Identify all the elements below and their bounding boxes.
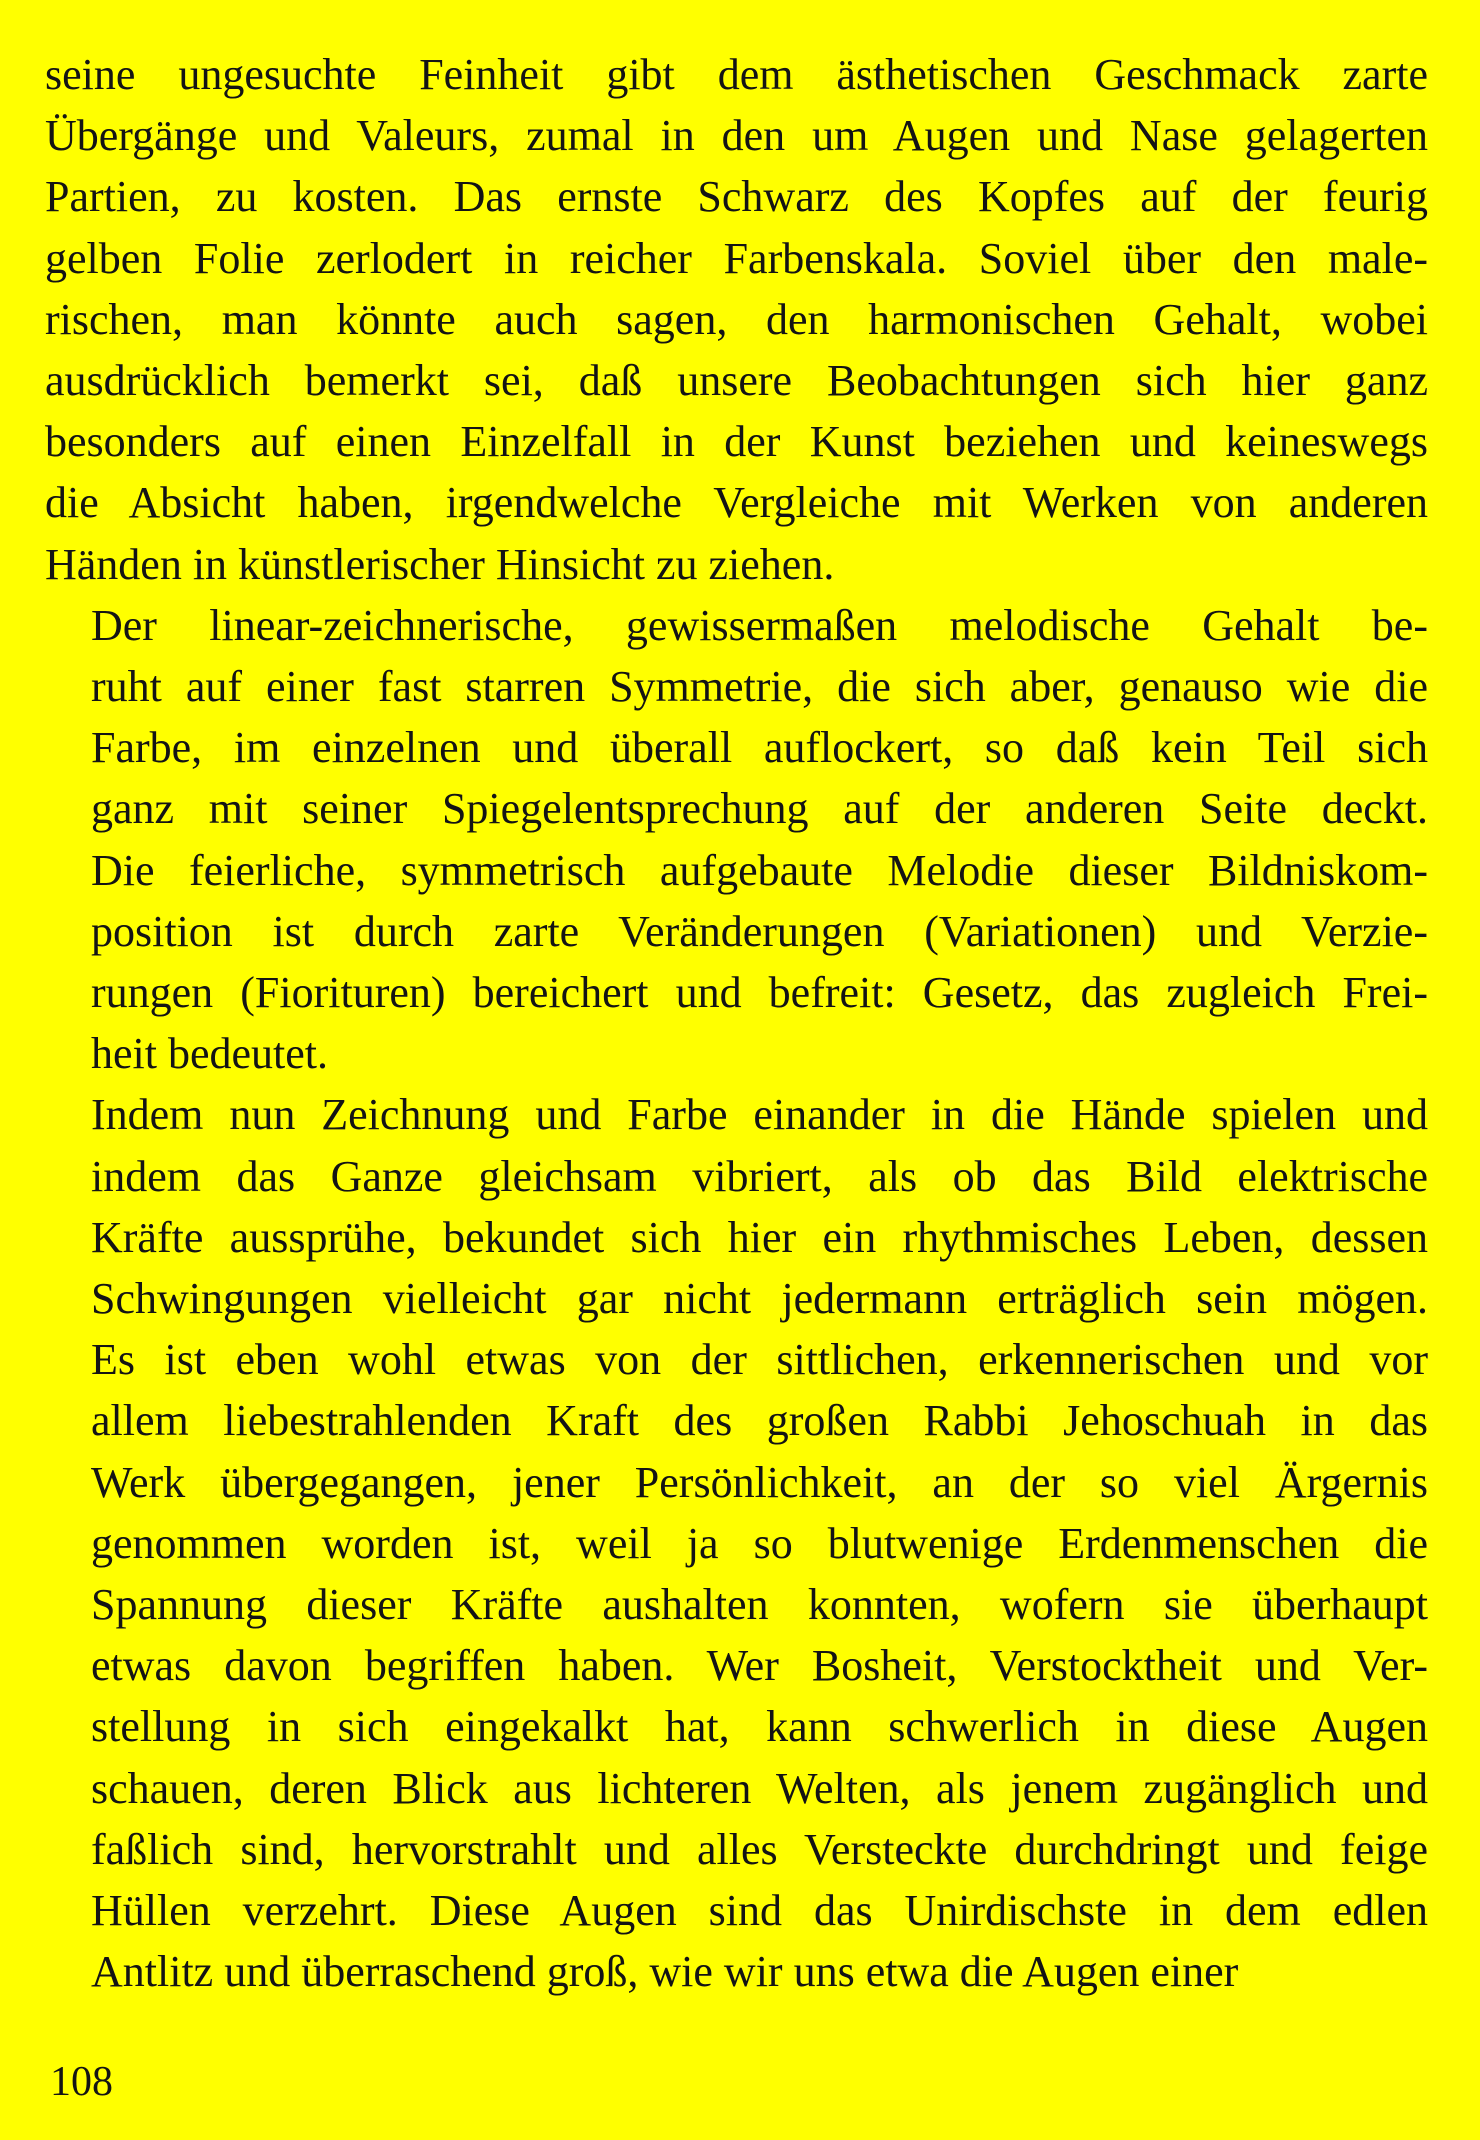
text-line: allem liebestrahlenden Kraft des großen Rabbi Jehoschuah in das [91,1396,1428,1446]
text-line: Der linear-zeichnerische, gewissermaßen melodische Gehalt be- [91,600,1428,650]
text-line: indem das Ganze gleichsam vibriert, als ob das Bild elektrische [91,1151,1428,1201]
text-line: besonders auf einen Einzelfall in der Kunst beziehen und keineswegs [45,417,1428,467]
paragraph [45,595,1428,1085]
text-line: position ist durch zarte Veränderungen (Variationen) und Verzie- [91,906,1428,956]
text-line: rischen, man könnte auch sagen, den harmonischen Gehalt, wobei [45,294,1428,344]
text-line: ruht auf einer fast starren Symmetrie, die sich aber, genauso wie die [91,662,1428,712]
text-line: Kräfte aussprühe, bekundet sich hier ein rhythmisches Leben, dessen [91,1212,1428,1262]
text-line: Übergänge und Valeurs, zumal in den um Augen und Nase gelagerten [45,111,1428,161]
page-number: 108 [50,2059,113,2105]
text-line: genommen worden ist, weil ja so blutwenige Erdenmenschen die [91,1518,1428,1568]
text-line: Werk übergegangen, jener Persönlichkeit, an der so viel Ärgernis [91,1457,1428,1507]
text-line: Farbe, im einzelnen und überall auflockert, so daß kein Teil sich [91,723,1428,773]
text-line: stellung in sich eingekalkt hat, kann schwerlich in diese Augen [91,1702,1428,1752]
paragraph [45,44,1428,595]
text-body [45,44,1428,2003]
text-line: rungen (Fiorituren) bereichert und befreit: Gesetz, das zugleich Frei- [91,968,1428,1018]
text-line: Partien, zu kosten. Das ernste Schwarz des Kopfes auf der feurig [45,172,1428,222]
text-line: Schwingungen vielleicht gar nicht jedermann erträglich sein mögen. [91,1274,1428,1324]
text-line: Die feierliche, symmetrisch aufgebaute Melodie dieser Bildniskom- [91,845,1428,895]
text-line: Spannung dieser Kräfte aushalten konnten, wofern sie überhaupt [91,1580,1428,1630]
text-line: Hüllen verzehrt. Diese Augen sind das Unirdischste in dem edlen [91,1886,1428,1936]
text-line: gelben Folie zerlodert in reicher Farbenskala. Soviel über den male- [45,233,1428,283]
paragraph [45,1084,1428,2002]
text-line: Es ist eben wohl etwas von der sittlichen, erkennerischen und vor [91,1335,1428,1385]
text-line: ausdrücklich bemerkt sei, daß unsere Beobachtungen sich hier ganz [45,356,1428,406]
text-line: Händen in künstlerischer Hinsicht zu ziehen. [45,539,835,589]
text-line: Indem nun Zeichnung und Farbe einander in die Hände spielen und [91,1090,1428,1140]
text-line: faßlich sind, hervorstrahlt und alles Versteckte durchdringt und feige [91,1824,1428,1874]
text-line: schauen, deren Blick aus lichteren Welten, als jenem zugänglich und [91,1763,1428,1813]
text-line: heit bedeutet. [91,1029,329,1079]
text-line: seine ungesuchte Feinheit gibt dem ästhetischen Geschmack zarte [45,50,1428,99]
text-line: etwas davon begriffen haben. Wer Bosheit, Verstocktheit und Ver- [91,1641,1428,1691]
text-line: ganz mit seiner Spiegelentsprechung auf der anderen Seite deckt. [91,784,1428,834]
text-line: Antlitz und überraschend groß, wie wir uns etwa die Augen einer [91,1947,1239,1997]
text-line: die Absicht haben, irgendwelche Vergleiche mit Werken von anderen [45,478,1428,528]
